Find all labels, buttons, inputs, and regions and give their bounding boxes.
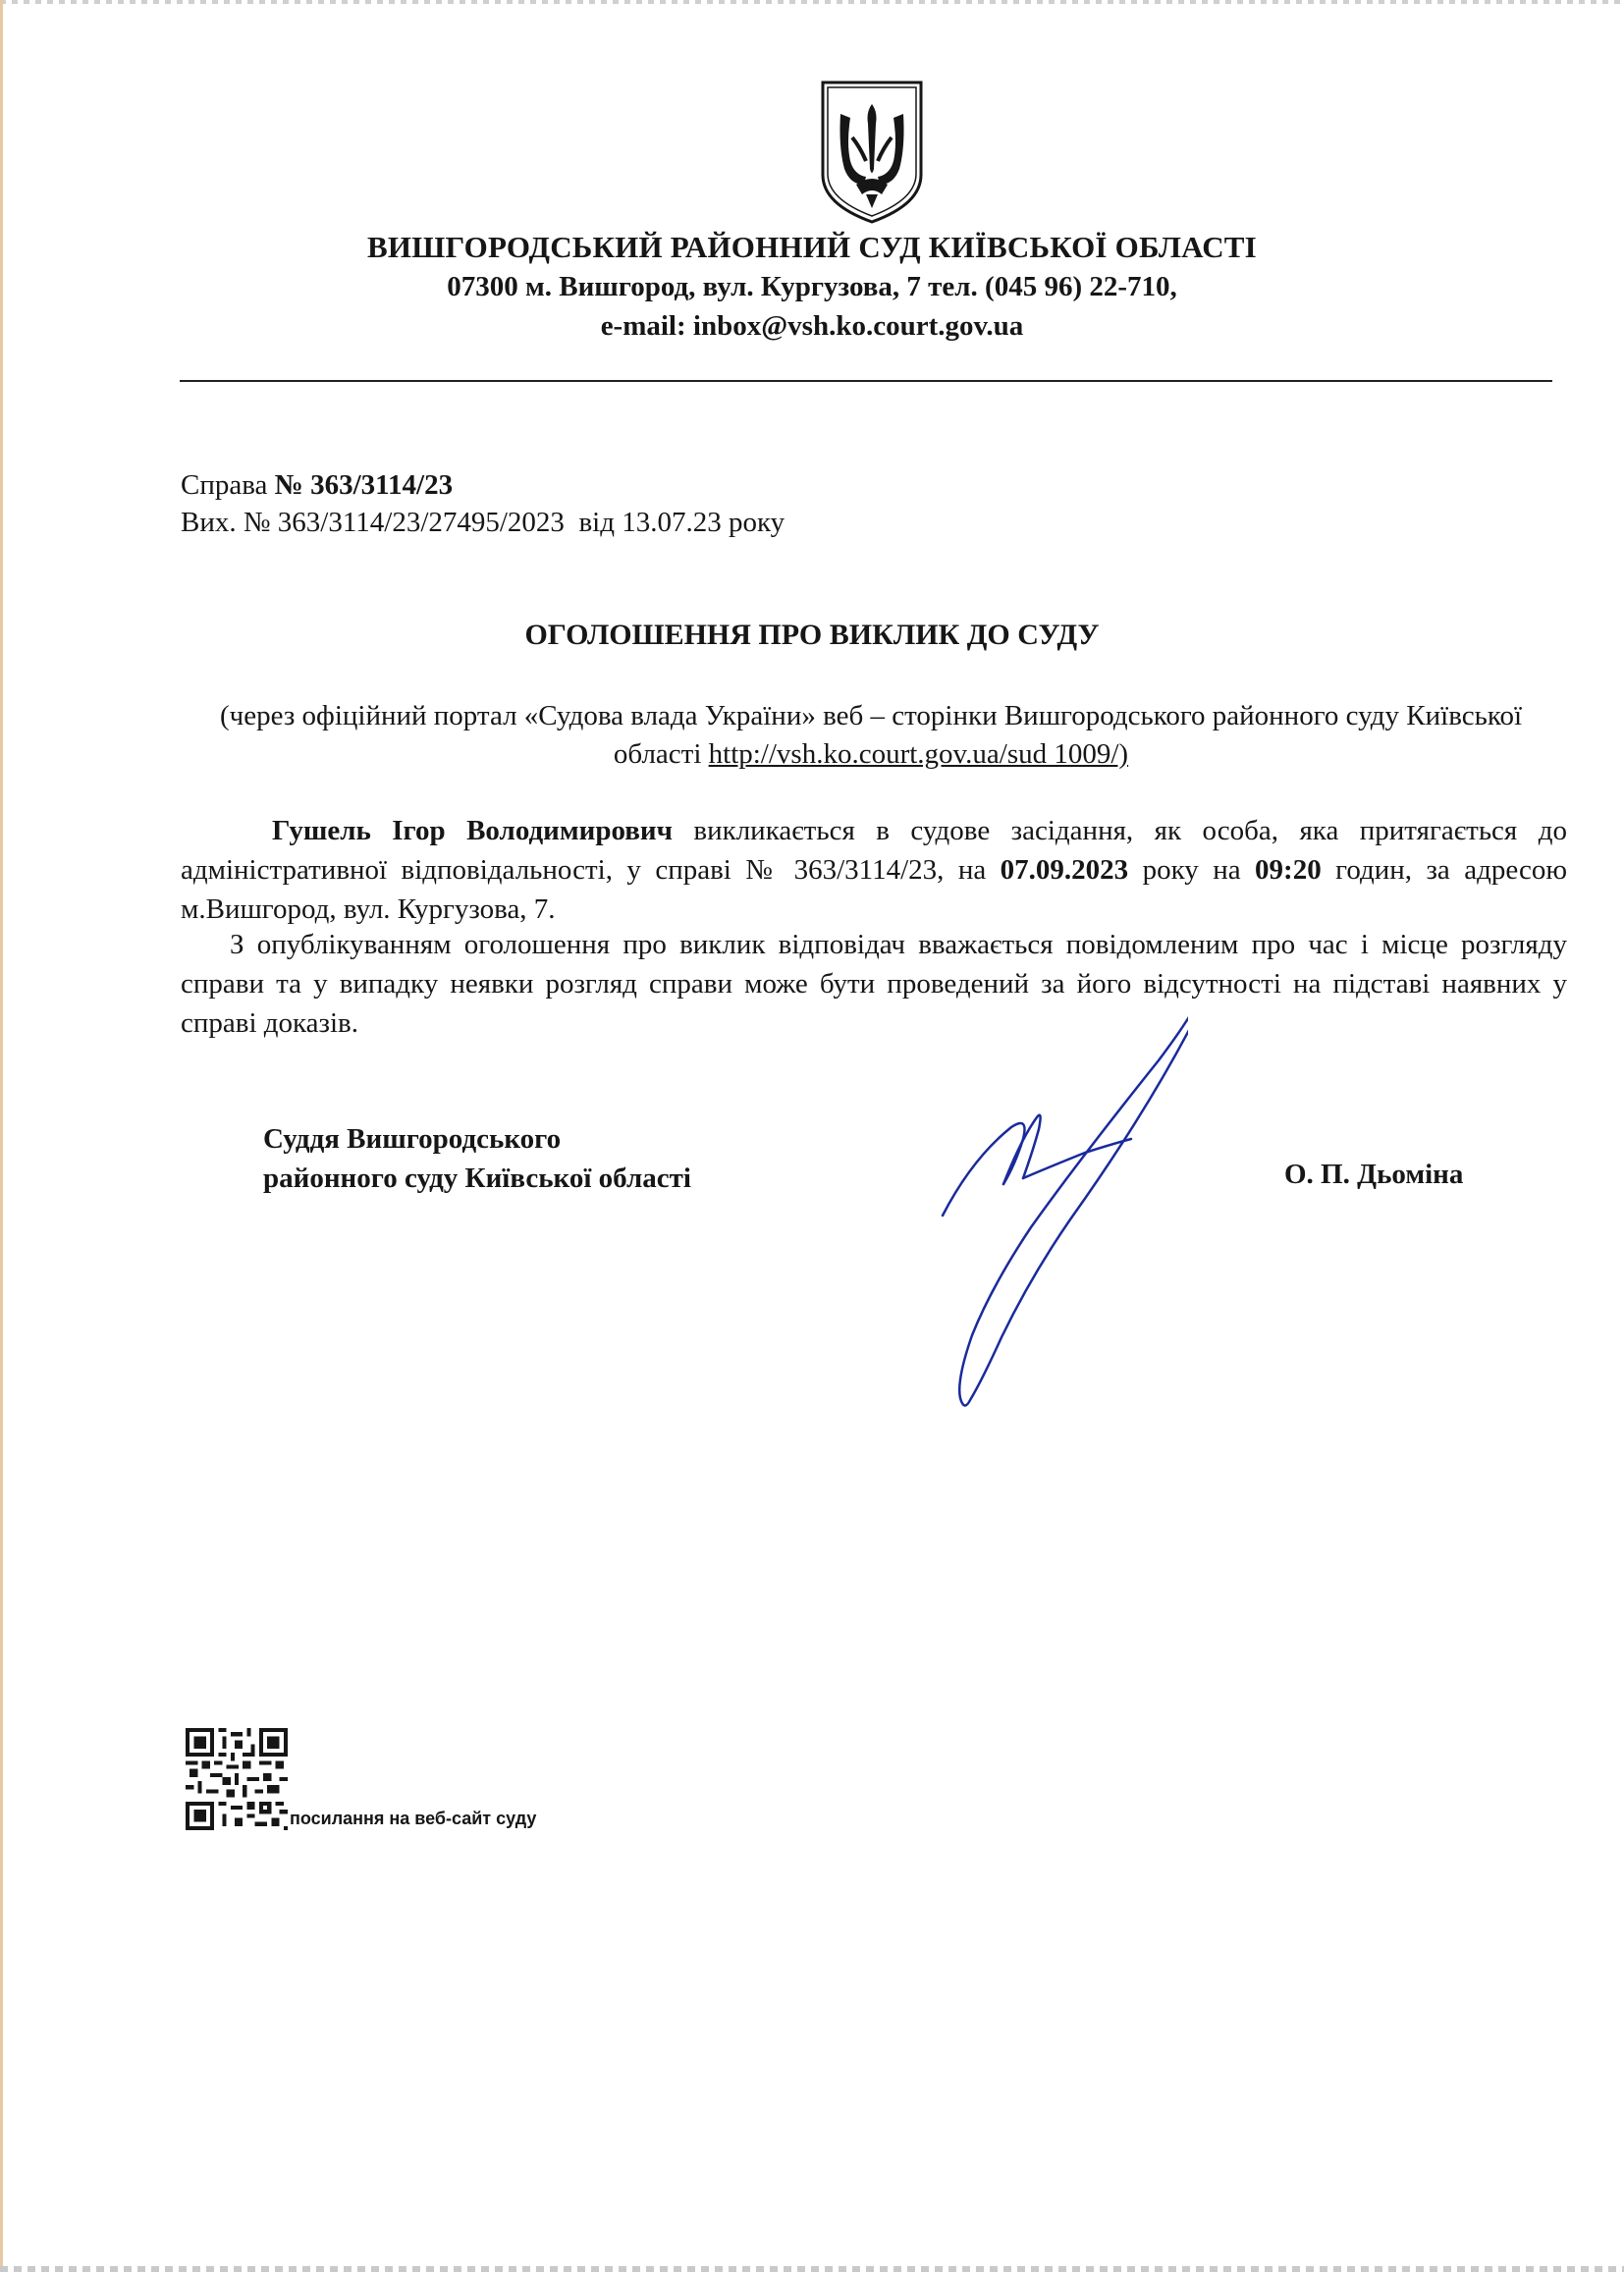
judge-position-line2: районного суду Київської області: [263, 1163, 691, 1194]
court-website-link[interactable]: http://vsh.ko.court.gov.ua/sud 1009/): [708, 738, 1129, 770]
date-prefix: від: [578, 507, 615, 538]
coat-of-arms-icon: [817, 79, 927, 226]
summons-paragraph: [181, 811, 1567, 929]
scan-edge-bottom: [0, 2266, 1624, 2272]
publication-note-text: (через офіційний портал «Судова влада України» веб – сторінки Вишгородського районного суду Київської області: [219, 700, 1522, 770]
court-name: ВИШГОРОДСЬКИЙ РАЙОННИЙ СУД КИЇВСЬКОЇ ОБЛАСТІ: [367, 230, 1257, 264]
summons-text-c: годин, за адресою м.Вишгород, вул. Кургузова, 7.: [181, 854, 1567, 925]
outgoing-reference: [181, 507, 785, 539]
notice-paragraph: З опублікуванням оголошення про виклик відповідач вважається повідомленим про час і місце розгляду справи та у випадку неявки розгляд справи може бути проведений за його відсутності на підставі наявних у справі доказів.: [181, 929, 1567, 1039]
outgoing-date: 13.07.23: [622, 507, 722, 538]
court-address: 07300 м. Вишгород, вул. Кургузова, 7 тел. (045 96) 22-710,: [447, 271, 1177, 302]
document-title: ОГОЛОШЕННЯ ПРО ВИКЛИК ДО СУДУ: [524, 619, 1100, 651]
case-number: № 363/3114/23: [274, 469, 454, 501]
outgoing-number: 363/3114/23/27495/2023: [277, 507, 565, 538]
judge-name: О. П. Дьоміна: [1284, 1159, 1464, 1190]
summoned-person: Гушель Ігор Володимирович: [272, 815, 673, 846]
court-email: e-mail: inbox@vsh.ko.court.gov.ua: [600, 310, 1024, 342]
date-suffix: року: [728, 507, 785, 538]
header-divider: [180, 380, 1552, 382]
scan-edge-top: [0, 0, 1624, 4]
handwritten-signature: [913, 992, 1188, 1414]
hearing-time: 09:20: [1255, 854, 1322, 886]
summons-text-b: року на: [1128, 854, 1256, 886]
hearing-date: 07.09.2023: [1000, 854, 1129, 886]
summons-text-a: викликається в судове засідання, як особа, яка притягається до адміністративної відповідальності, у справі № 363/3114/23, на: [181, 815, 1567, 886]
judge-position: [263, 1119, 691, 1198]
case-label: Справа: [181, 469, 268, 501]
qr-code-icon[interactable]: [186, 1728, 288, 1830]
publication-note: [181, 697, 1561, 774]
judge-position-line1: Суддя Вишгородського: [263, 1123, 562, 1155]
case-reference: [181, 469, 453, 502]
outgoing-label: Вих. №: [181, 507, 271, 538]
qr-caption: посилання на веб-сайт суду: [290, 1809, 537, 1828]
